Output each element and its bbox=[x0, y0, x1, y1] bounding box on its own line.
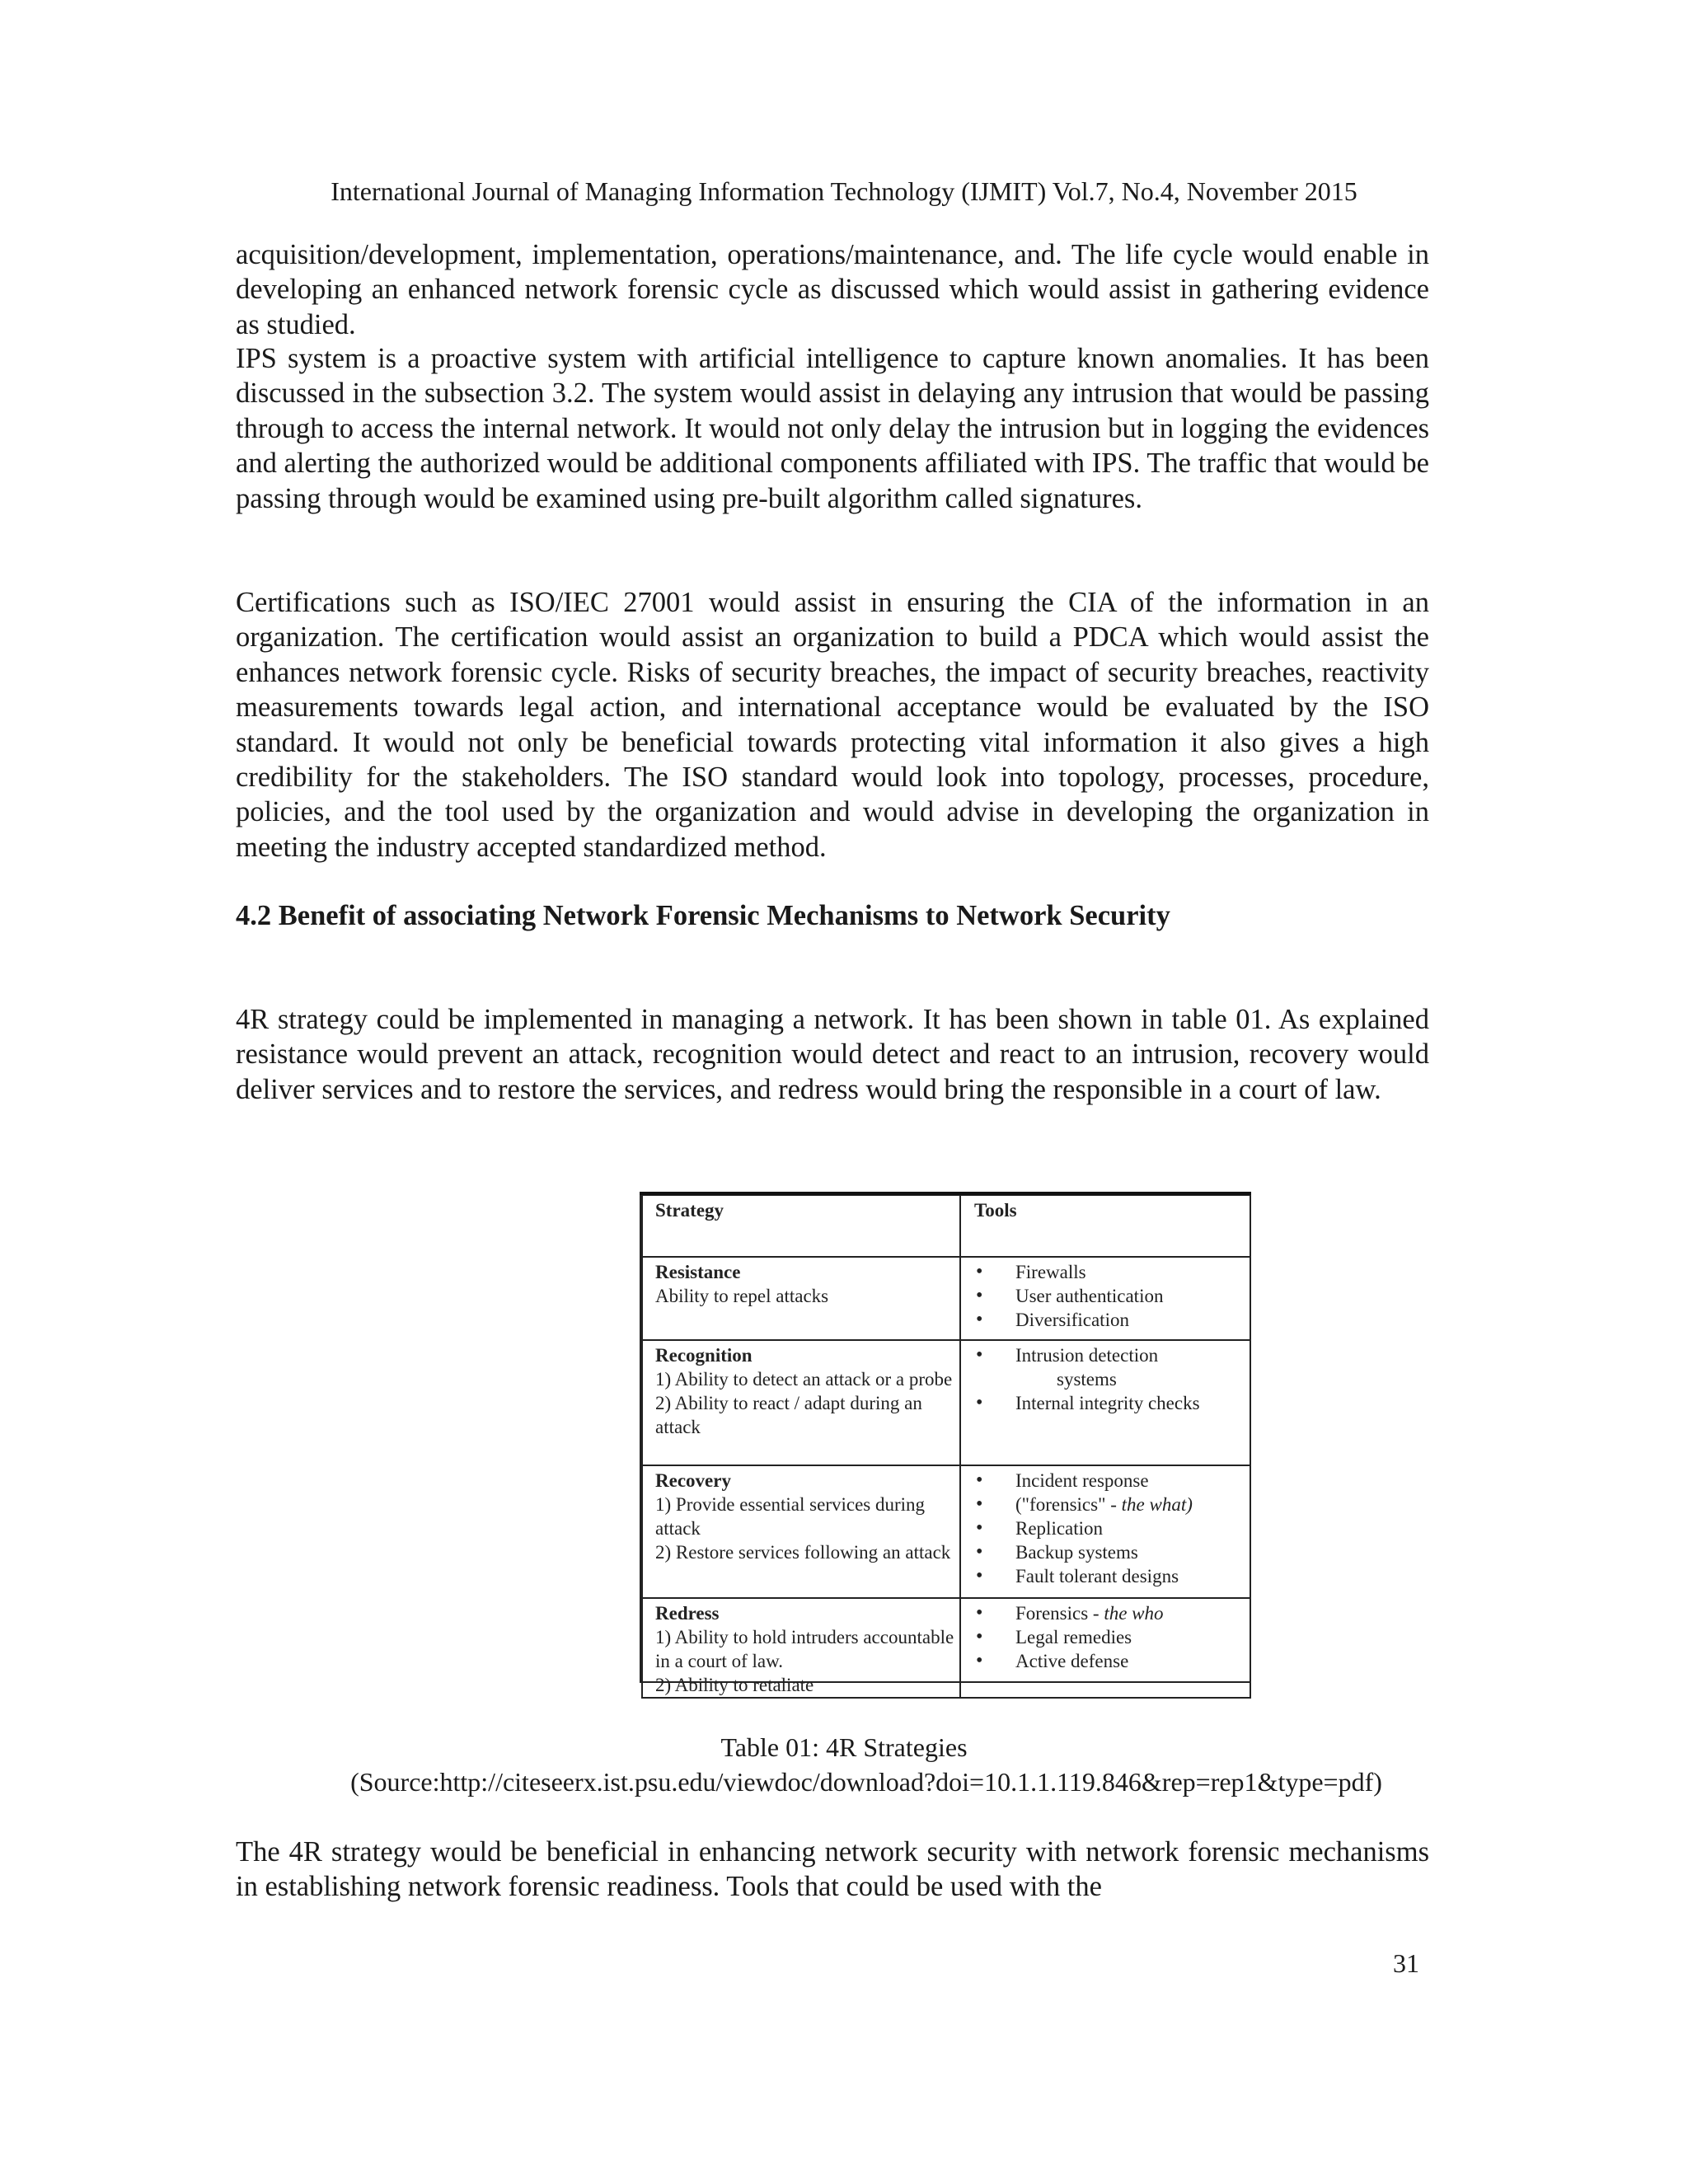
table-caption: Table 01: 4R Strategies bbox=[720, 1732, 968, 1762]
section-heading: 4.2 Benefit of associating Network Forensic Mechanisms to Network Security bbox=[236, 900, 1170, 931]
paragraph-lifecycle: acquisition/development, implementation, operations/maintenance, and. The life cycle would enable in developing an enhanced network forensic cycle as discussed which would assist in gathering evidence as studied. bbox=[236, 239, 1429, 340]
strategy-name: Recognition bbox=[655, 1345, 753, 1366]
tools-cell bbox=[960, 1340, 1250, 1465]
strategy-desc: 1) Ability to detect an attack or a probe bbox=[655, 1369, 953, 1390]
strategy-cell bbox=[642, 1465, 960, 1598]
tool-text-italic: the what) bbox=[1121, 1494, 1193, 1515]
tool-item: • Replication bbox=[974, 1516, 1250, 1540]
strategy-name: Recovery bbox=[655, 1470, 731, 1491]
strategy-desc: 1) Ability to hold intruders accountable in a court of law. bbox=[655, 1627, 954, 1671]
strategy-cell bbox=[642, 1340, 960, 1465]
tools-cell bbox=[960, 1598, 1250, 1698]
strategy-desc: 2) Ability to retaliate bbox=[655, 1675, 814, 1695]
tool-text: Forensics - bbox=[1015, 1603, 1104, 1624]
table-top-rule bbox=[640, 1192, 1251, 1195]
tool-item: • Incident response bbox=[974, 1469, 1250, 1493]
journal-header: International Journal of Managing Information Technology (IJMIT) Vol.7, No.4, November 2015 bbox=[331, 176, 1357, 206]
header-strategy: Strategy bbox=[642, 1195, 960, 1257]
strategy-desc: 2) Ability to react / adapt during an attack bbox=[655, 1393, 922, 1437]
strategy-desc: 2) Restore services following an attack bbox=[655, 1542, 951, 1563]
tool-text-italic: the who bbox=[1104, 1603, 1164, 1624]
strategy-cell bbox=[642, 1257, 960, 1340]
table-row bbox=[642, 1257, 1250, 1340]
paragraph-ips: IPS system is a proactive system with artificial intelligence to capture known anomalies. It has been discussed in the subsection 3.2. The system would assist in delaying any intrusion that would be passing through to access the internal network. It would not only delay the intrusion but in logging the evidences and alerting the authorized would be additional components affiliated with IPS. The traffic that would be passing through would be examined using pre-built algorithm called signatures. bbox=[236, 343, 1429, 514]
tool-item bbox=[974, 1601, 1250, 1625]
tool-item: • Legal remedies bbox=[974, 1625, 1250, 1649]
tool-item: • Active defense bbox=[974, 1649, 1250, 1673]
paragraph-4r-benefit: The 4R strategy would be beneficial in enhancing network security with network forensic mechanisms in establishing network forensic readiness. Tools that could be used with the bbox=[236, 1836, 1429, 1903]
tool-item: • Firewalls bbox=[974, 1260, 1250, 1284]
paragraph-4r-strategy: 4R strategy could be implemented in managing a network. It has been shown in table 01. As explained resistance would prevent an attack, recognition would detect and react to an intrusion, recovery would deliver services and to restore the services, and redress would bring the responsible in a court of law. bbox=[236, 1004, 1429, 1105]
paragraph-certifications: Certifications such as ISO/IEC 27001 would assist in ensuring the CIA of the information in an organization. The certification would assist an organization to build a PDCA which would assist the enhances network forensic cycle. Risks of security breaches, the impact of security breaches, reactivity measurements towards legal action, and international acceptance would be evaluated by the ISO standard. It would not only be beneficial towards protecting vital information it also gives a high credibility for the stakeholders. The ISO standard would look into topology, processes, procedure, policies, and the tool used by the organization and would advise in developing the organization in meeting the industry accepted standardized method. bbox=[236, 587, 1429, 863]
tool-item: • Diversification bbox=[974, 1308, 1250, 1332]
table-row bbox=[642, 1465, 1250, 1598]
tool-item: • Intrusion detection bbox=[974, 1343, 1250, 1367]
tool-item: • Internal integrity checks bbox=[974, 1391, 1250, 1415]
strategies-table bbox=[640, 1193, 1251, 1695]
tools-cell bbox=[960, 1257, 1250, 1340]
tool-item: • Fault tolerant designs bbox=[974, 1564, 1250, 1588]
page-number: 31 bbox=[1393, 1948, 1419, 1978]
strategy-cell bbox=[642, 1598, 960, 1698]
table-source: (Source:http://citeseerx.ist.psu.edu/viewdoc/download?doi=10.1.1.119.846&rep=rep1&type=pdf) bbox=[350, 1767, 1382, 1797]
tool-item: • User authentication bbox=[974, 1284, 1250, 1308]
tool-item-continued: systems bbox=[1057, 1369, 1117, 1390]
header-tools: Tools bbox=[960, 1195, 1250, 1257]
tools-cell bbox=[960, 1465, 1250, 1598]
table-header-row bbox=[642, 1195, 1250, 1257]
tool-item: • Backup systems bbox=[974, 1540, 1250, 1564]
tool-text: ("forensics" - bbox=[1015, 1494, 1122, 1515]
table-row bbox=[642, 1340, 1250, 1465]
strategy-name: Resistance bbox=[655, 1262, 741, 1282]
strategy-desc: 1) Provide essential services during attack bbox=[655, 1494, 926, 1539]
strategy-name: Redress bbox=[655, 1603, 720, 1624]
strategy-desc: Ability to repel attacks bbox=[655, 1286, 829, 1306]
table-row bbox=[642, 1598, 1250, 1698]
tool-item bbox=[974, 1493, 1250, 1516]
